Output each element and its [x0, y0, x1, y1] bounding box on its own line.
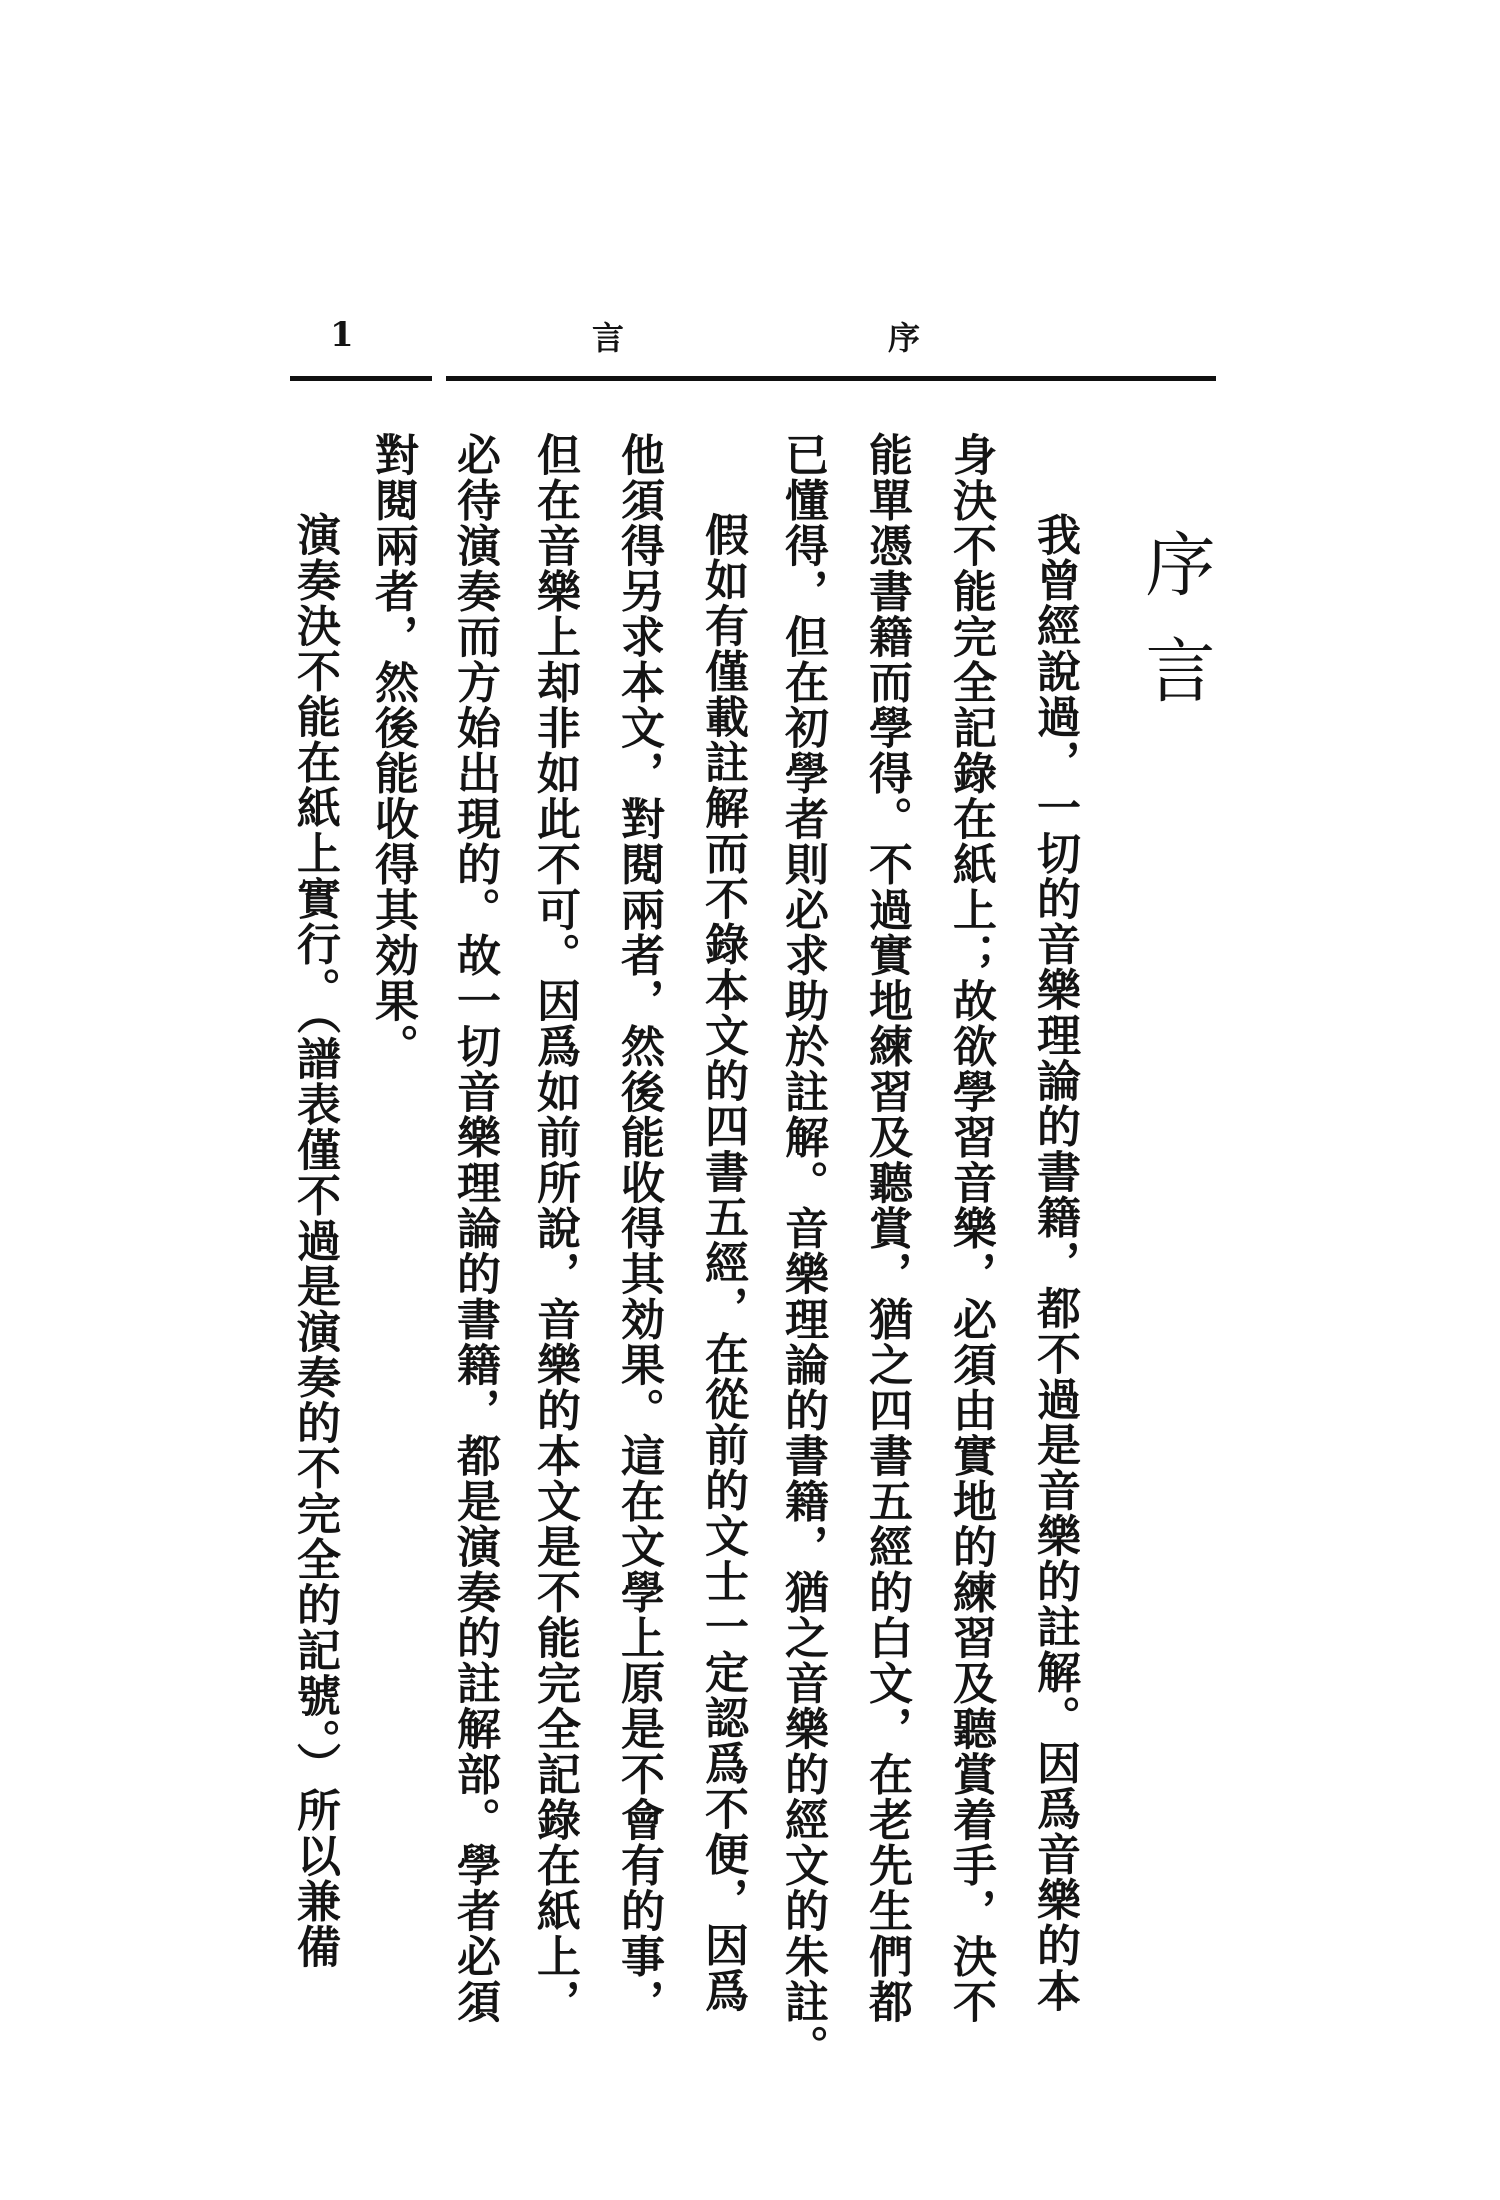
text-column: 演奏決不能在紙上實行。（譜表僅不過是演奏的不完全的記號。）所以兼備 — [289, 512, 340, 1970]
text-column: 他須得另求本文，對閱兩者，然後能收得其効果。這在文學上原是不會有的事， — [613, 432, 664, 2025]
text-column: 能單憑書籍而學得。不過實地練習及聽賞，猶之四書五經的白文，在老先生們都 — [861, 432, 912, 2025]
text-column: 對閱兩者，然後能收得其効果。 — [367, 432, 418, 1069]
header-rule — [446, 376, 1216, 381]
running-header-char: 序 — [888, 319, 921, 357]
text-column: 假如有僅載註解而不錄本文的四書五經，在從前的文士一定認爲不便，因爲 — [697, 512, 748, 2014]
text-column: 我曾經說過，一切的音樂理論的書籍，都不過是音樂的註解。因爲音樂的本 — [1029, 512, 1080, 2014]
running-header-char: 言 — [592, 319, 625, 357]
text-column: 已懂得，但在初學者則必求助於註解。音樂理論的書籍，猶之音樂的經文的朱註。 — [777, 432, 828, 2070]
chapter-title: 序言 — [1134, 528, 1216, 740]
text-column: 身決不能完全記錄在紙上；故欲學習音樂，必須由實地的練習及聽賞着手，決不 — [945, 432, 996, 2025]
text-column: 但在音樂上却非如此不可。因爲如前所說，音樂的本文是不能完全記錄在紙上， — [529, 432, 580, 2025]
header-rule — [290, 376, 432, 381]
text-column: 必待演奏而方始出現的。故一切音樂理論的書籍，都是演奏的註解部。學者必須 — [449, 432, 500, 2025]
page-number: 1 — [330, 315, 354, 355]
